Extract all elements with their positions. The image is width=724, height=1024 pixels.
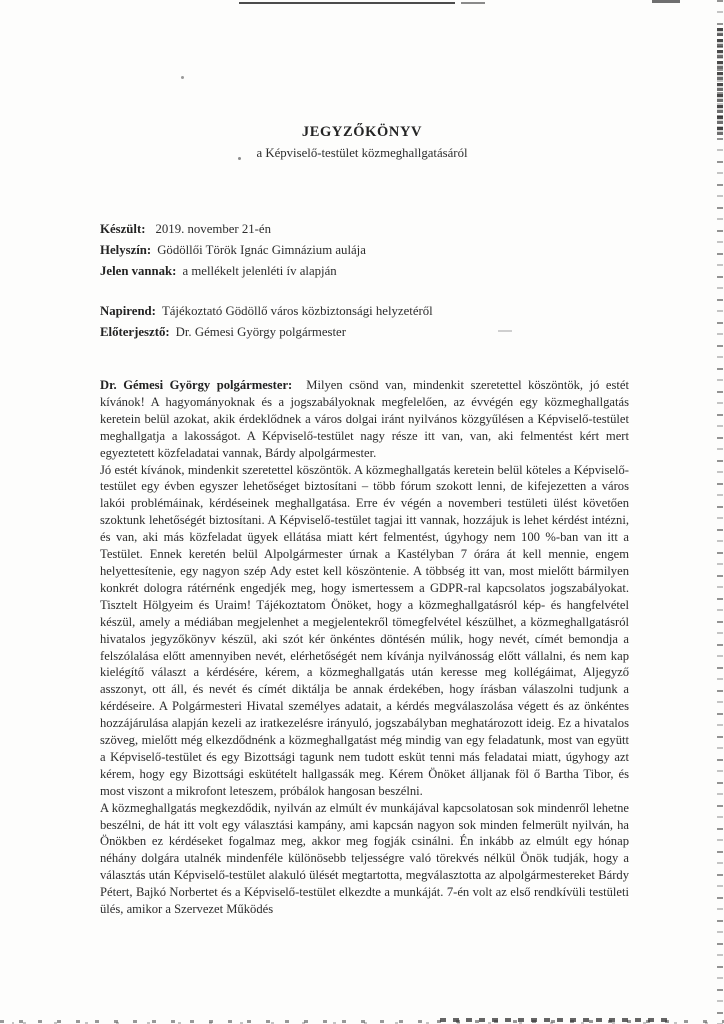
meta-value-helyszin: Gödöllői Török Ignác Gimnázium aulája bbox=[157, 243, 366, 257]
meta-label-helyszin: Helyszín: bbox=[100, 243, 152, 257]
scan-artifact-bottom-edge-noise bbox=[0, 1017, 724, 1024]
document-subtitle: a Képviselő-testület közmeghallgatásáról bbox=[256, 146, 468, 160]
scan-artifact-top-line-segment bbox=[461, 2, 485, 4]
scan-artifact-top-right-mark bbox=[652, 0, 680, 3]
metadata-block bbox=[100, 219, 630, 282]
meta-line-keszult bbox=[100, 219, 630, 240]
agenda-line-napirend bbox=[100, 301, 630, 322]
agenda-line-eloterjeszto bbox=[100, 322, 630, 343]
meta-value-jelen-vannak: a mellékelt jelenléti ív alapján bbox=[182, 264, 337, 278]
agenda-label-eloterjeszto: Előterjesztő: bbox=[100, 325, 170, 339]
transcript-paragraph: A közmeghallgatás megkezdődik, nyilván az elmúlt év munkájával kapcsolatosan sok mindenről lehetne beszélni, de hát itt volt egy választási kampány, ami kapcsán nagyon sok minden felmerült nyilván, ha Önökben ez kérdéseket fogalmaz meg, akkor meg fogják csinálni. Én inkább az elmúlt egy hónap néhány dolgára utalnék mindenféle különösebb teljességre való törekvés nélkül Önök tudják, hogy a választás után Képviselő-testület alakuló ülését megtartotta, megválasztotta az alpolgármestereket Bárdy Pétert, Bajkó Norbertet és a Képviselő-testület elkezdte a munkáját. 7-én volt az első rendkívüli testületi ülés, amikor a Szervezet Működés bbox=[100, 800, 629, 917]
transcript-body bbox=[100, 377, 629, 918]
transcript-paragraph bbox=[100, 377, 629, 462]
scan-artifact-right-edge-noise-dense bbox=[717, 28, 723, 138]
document-title: JEGYZŐKÖNYV bbox=[301, 124, 423, 140]
agenda-block bbox=[100, 301, 630, 343]
document-header bbox=[0, 124, 724, 161]
meta-label-jelen-vannak: Jelen vannak: bbox=[100, 264, 177, 278]
agenda-value-napirend: Tájékoztató Gödöllő város közbiztonsági helyzetéről bbox=[161, 304, 433, 318]
agenda-value-eloterjeszto: Dr. Gémesi György polgármester bbox=[175, 325, 346, 339]
scan-artifact-top-line bbox=[239, 2, 455, 4]
agenda-label-napirend: Napirend: bbox=[100, 304, 156, 318]
meta-line-helyszin bbox=[100, 240, 630, 261]
scan-artifact-speck bbox=[181, 76, 184, 79]
speaker-name: Dr. Gémesi György polgármester: bbox=[100, 378, 293, 392]
meta-line-jelen-vannak bbox=[100, 261, 630, 282]
meta-value-keszult: 2019. november 21-én bbox=[155, 222, 271, 236]
meta-label-keszult: Készült: bbox=[100, 222, 146, 236]
scan-artifact-bottom-edge-noise-dense bbox=[440, 1018, 670, 1022]
transcript-text: Milyen csönd van, mindenkit szeretettel köszöntök, jó estét kívánok! A hagyományoknak és a jogszabályoknak megfelelően, az évvégén egy közmeghallgatás keretein belül azokat, akik érdeklődnek a város dolgai iránt nyilvános közgyűlésen a Képviselő-testület meghallgatja a lakosságot. A Képviselő-testület nagy része itt van, van, aki felmentést kért mert egyeztetett közfeladatai vannak, Bárdy alpolgármester. bbox=[100, 378, 630, 460]
transcript-paragraph: Jó estét kívánok, mindenkit szeretettel köszöntök. A közmeghallgatás keretein belül köteles a Képviselő-testület egy évben egyszer lehetőséget biztosítani – több fórum szokott lenni, de kifejezetten a város lakói problémáinak, kérdéseinek meghallgatása. Erre év végén a novemberi testületi ülést követően szoktunk lehetőségét biztosítani. A Képviselő-testület tagjai itt vannak, hozzájuk is lehet kérdést intézni, és van, aki más közfeladat ügyek ellátása miatt kért felmentést, úgyhogy nem 100 %-ban van itt a Testület. Ennek keretén belül Alpolgármester úrnak a Kastélyban 7 órára át kell mennie, engem helyettesítenie, egy nagyon szép Ady estet kell köszöntenie. A többség itt van, most mielőtt bármilyen konkrét dologra rátérnénk engedjék meg, hogy ismertessem a GDPR-ral kapcsolatos jogszabályokat. Tisztelt Hölgyeim és Uraim! Tájékoztatom Önöket, hogy a közmeghallgatásról kép- és hangfelvétel készül, amely a médiában megjelenhet a megjelentekről tömegfelvétel készülhet, a közmeghallgatásról hivatalos jegyzőkönyv készül, aki szót kér önkéntes döntésén múlik, hogy nevét, címét bemondja a felszólalása előtt amennyiben nevét, elérhetőségét nem kívánja nyilvánosság előtt vállalni, és nem kap kielégítő választ a kérdésére, kérem, a közmeghallgatás után keresse meg kollégáimat, Aljegyző asszonyt, ott áll, és nevét és címét diktálja be annak érdekében, hogy írásban válaszolni tudjunk a kérdéseire. A Polgármesteri Hivatal személyes adatait, a kérdés megválaszolása végett és az önkéntes hozzájárulása alapján kezeli az iratkezelésre irányuló, jogszabályban meghatározott ideig. Ez a hivatalos szöveg, mielőtt még elkezdődnénk a közmeghallgatást még mindig van egy feladatunk, most van együtt a Képviselő-testület és egy Bizottsági tagunk nem tudott esküt tenni más feladatai miatt, úgyhogy azt kérem, hogy egy Bizottsági eskütételt hallgassák meg. Kérem Önöket álljanak föl ő Bartha Tibor, és most viszont a mikrofont leteszem, próbálok hangosan beszélni. bbox=[100, 462, 629, 798]
